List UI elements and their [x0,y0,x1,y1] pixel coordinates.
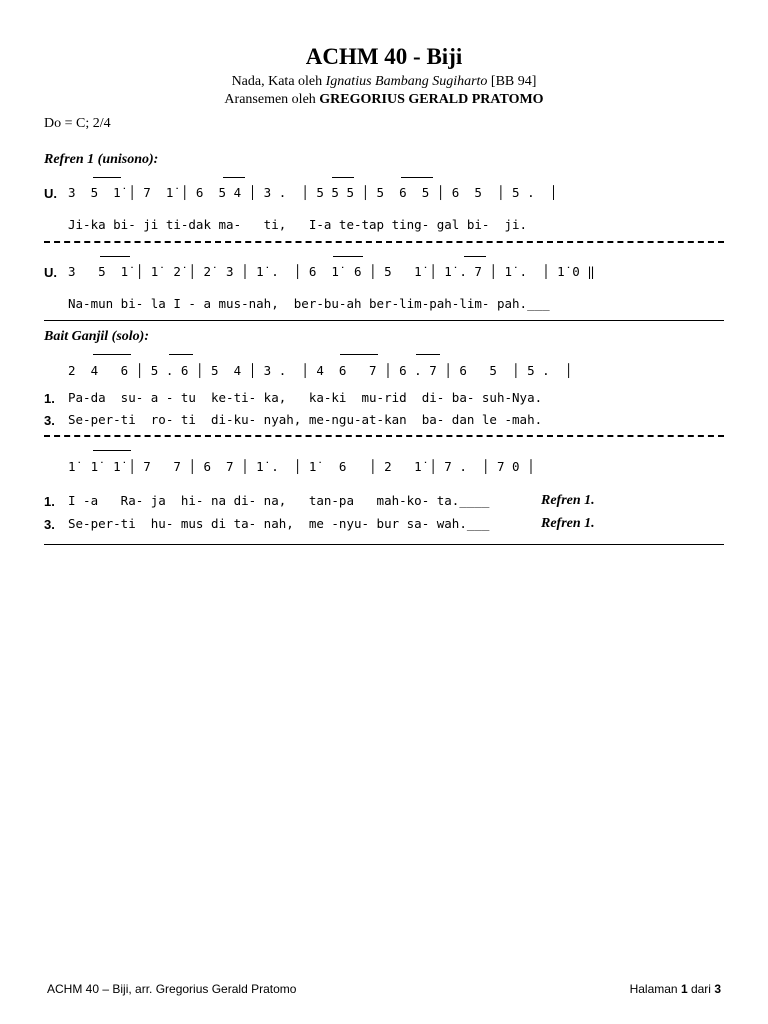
system-divider [44,241,724,243]
lyrics-line: Se-per-ti ro- ti di-ku- nyah, me-ngu-at-kan ba- dan le -mah. [68,412,543,427]
arranger-credit [0,92,768,108]
bait-heading: Bait Ganjil (solo): [44,329,150,344]
notation-line: 3 5 1̇ │ 1̇ 2̇ │ 2̇ 3 │ 1̇ . │ 6 1̇ 6 │ 5 1̇ │ 1̇ . 7 │ 1̇ . │ 1̇ 0 ‖ [68,264,595,279]
refren-cue: Refren 1. [541,493,595,508]
lyrics-line: Na-mun bi- la I - a mus-nah, ber-bu-ah ber-lim-pah-lim- pah.___ [68,296,550,311]
lyrics-line: Ji-ka bi- ji ti-dak ma- ti, I-a te-tap ting- gal bi- ji. [68,217,528,232]
voice-label: U. [44,265,57,280]
beam [416,354,440,355]
refren-cue: Refren 1. [541,516,595,531]
credit-prefix: Nada, Kata oleh [231,74,326,89]
credit-source: [BB 94] [487,74,537,89]
page-separator: dari [687,982,715,996]
voice-label: U. [44,186,57,201]
system-divider [44,435,724,437]
lyrics-line: Pa-da su- a - tu ke-ti- ka, ka-ki mu-rid di- ba- suh-Nya. [68,390,543,405]
notation-line: 3 5 1̇ │ 7 1̇ │ 6 5 4 │ 3 . │ 5 5 5 │ 5 6 5 │ 6 5 │ 5 . │ [68,185,558,200]
arranger-name: GREGORIUS GERALD PRATOMO [319,92,544,107]
arranger-prefix: Aransemen oleh [224,92,320,107]
beam [93,354,131,355]
composer-credit [0,74,768,90]
beam [223,177,245,178]
beam [93,450,131,451]
beam [100,256,130,257]
footer-title: ACHM 40 – Biji, arr. Gregorius Gerald Pratomo [47,982,297,996]
page-number: 1 [680,982,688,996]
lyrics-line: I -a Ra- ja hi- na di- na, tan-pa mah-ko- ta.____ [68,493,490,508]
lyrics-line: Se-per-ti hu- mus di ta- nah, me -nyu- bur sa- wah.___ [68,516,490,531]
beam [333,256,363,257]
verse-number: 1. [44,391,55,406]
beam [401,177,433,178]
composer-name: Ignatius Bambang Sugiharto [325,74,488,89]
beam [332,177,354,178]
notation-line: 1̇ 1̇ 1̇ │ 7 7 │ 6 7 │ 1̇ . │ 1̇ 6 │ 2 1̇ │ 7 . │ 7 0 │ [68,459,535,474]
notation-line: 2 4 6 │ 5 . 6 │ 5 4 │ 3 . │ 4 6 7 │ 6 . 7 │ 6 5 │ 5 . │ [68,363,573,378]
beam [340,354,378,355]
beam [93,177,121,178]
beam [169,354,193,355]
key-signature: Do = C; 2/4 [44,116,111,131]
song-title: ACHM 40 - Biji [305,44,463,69]
section-divider [44,320,724,321]
page-prefix: Halaman [629,982,681,996]
page-total: 3 [714,982,721,996]
verse-number: 1. [44,494,55,509]
section-divider [44,544,724,545]
verse-number: 3. [44,517,55,532]
refren-heading: Refren 1 (unisono): [44,152,159,167]
verse-number: 3. [44,413,55,428]
page-indicator [630,982,721,996]
beam [464,256,486,257]
